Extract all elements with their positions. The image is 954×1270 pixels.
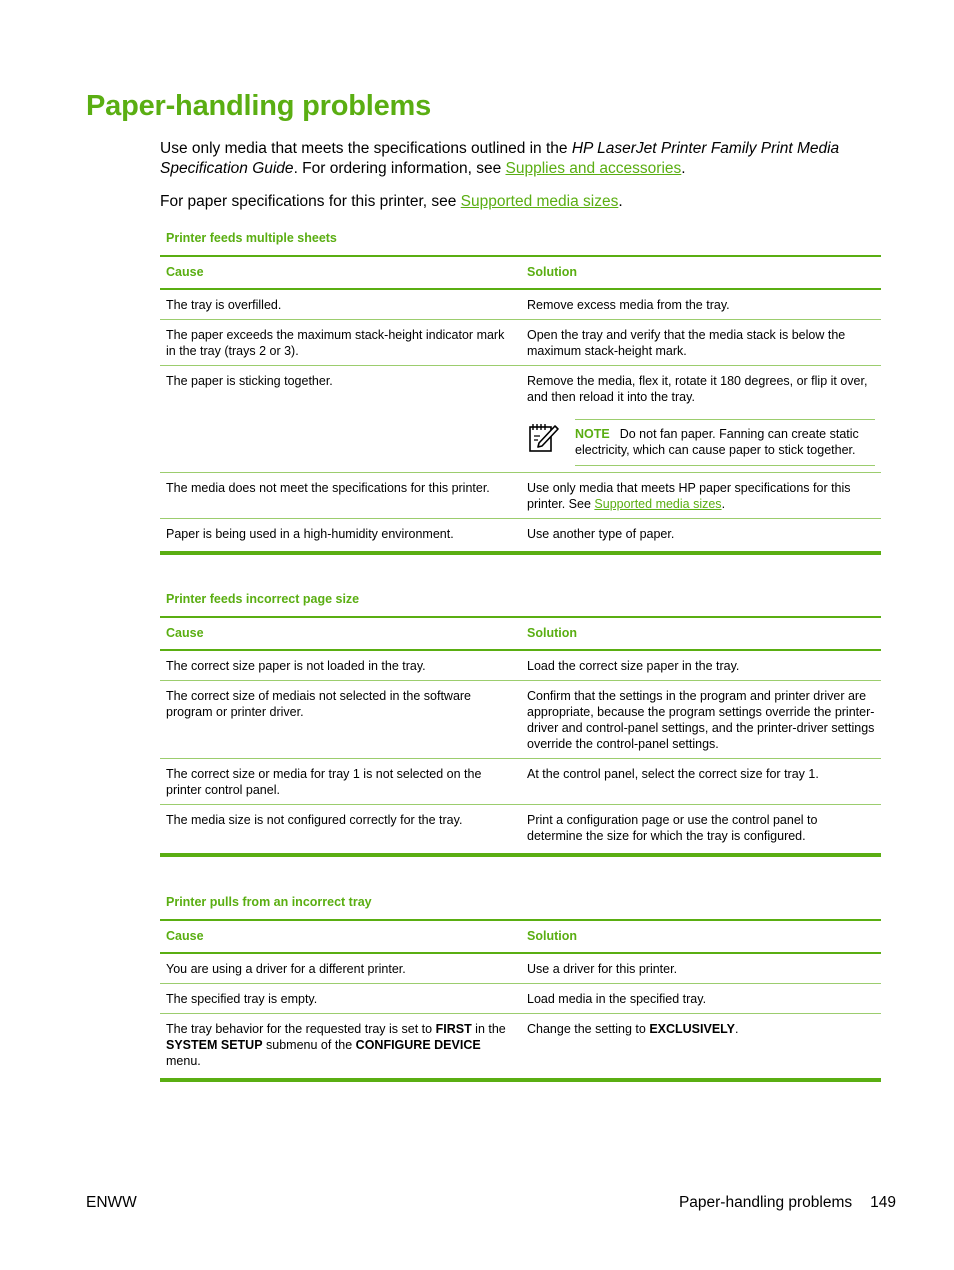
table-header-row <box>160 617 881 650</box>
table-row <box>160 473 881 519</box>
guide-title: HP LaserJet Printer Family Print Media Specification Guide <box>160 140 840 177</box>
cause-cell: The tray is overfilled. <box>160 289 521 320</box>
menu-value: EXCLUSIVELY <box>649 1022 735 1036</box>
table-row <box>160 953 881 984</box>
cause-cell: The correct size of mediais not selected in the software program or printer driver. <box>160 681 521 759</box>
solution-cell: Confirm that the settings in the program and printer driver are appropriate, because the program settings override the printer-driver and control-panel settings, and the printer-driver settings override the control-panel settings. <box>521 681 881 759</box>
menu-name: CONFIGURE DEVICE <box>355 1038 481 1052</box>
solution-cell: Remove excess media from the tray. <box>521 289 881 320</box>
section-title: Printer pulls from an incorrect tray <box>166 895 372 909</box>
note-box <box>527 419 875 466</box>
cause-cell: The specified tray is empty. <box>160 984 521 1014</box>
section-incorrect-page-size <box>160 591 881 857</box>
menu-value: FIRST <box>435 1022 472 1036</box>
section-multiple-sheets <box>160 230 881 555</box>
cause-header: Cause <box>160 256 521 289</box>
note-pencil-icon <box>527 419 575 466</box>
table-row <box>160 289 881 320</box>
note-label: NOTE <box>575 427 610 441</box>
table-row <box>160 1014 881 1081</box>
table-header-row <box>160 920 881 953</box>
solution-cell: Use only media that meets HP paper specifications for this printer. See Supported media sizes. <box>521 473 881 519</box>
note-text: Do not fan paper. Fanning can create static electricity, which can cause paper to stick together. <box>575 427 859 457</box>
cause-cell: The paper is sticking together. <box>160 366 521 473</box>
intro-paragraph-2: For paper specifications for this printer, see Supported media sizes. <box>160 193 623 210</box>
troubleshooting-table <box>160 919 881 1082</box>
solution-cell: Change the setting to EXCLUSIVELY. <box>527 1022 739 1036</box>
solution-header: Solution <box>521 617 881 650</box>
solution-text: Remove the media, flex it, rotate it 180 degrees, or flip it over, and then reload it into the tray. <box>527 374 868 404</box>
table-row <box>160 681 881 759</box>
solution-cell: Print a configuration page or use the control panel to determine the size for which the tray is configured. <box>527 813 818 843</box>
page-title: Paper-handling problems <box>86 90 432 122</box>
page-number: 149 <box>870 1194 896 1211</box>
cause-cell: Paper is being used in a high-humidity environment. <box>166 527 454 541</box>
menu-name: SYSTEM SETUP <box>166 1038 263 1052</box>
table-row <box>160 759 881 805</box>
table-row <box>160 519 881 554</box>
section-title: Printer feeds multiple sheets <box>166 231 337 245</box>
cause-cell: The media does not meet the specifications for this printer. <box>160 473 521 519</box>
solution-cell <box>521 366 881 473</box>
supported-media-link[interactable]: Supported media sizes <box>594 497 722 511</box>
table-row <box>160 984 881 1014</box>
table-row <box>160 805 881 856</box>
cause-cell: The paper exceeds the maximum stack-height indicator mark in the tray (trays 2 or 3). <box>160 320 521 366</box>
cause-cell: The tray behavior for the requested tray is set to FIRST in the SYSTEM SETUP submenu of the CONFIGURE DEVICE menu. <box>166 1022 506 1068</box>
solution-header: Solution <box>521 256 881 289</box>
note-body <box>575 419 875 466</box>
supported-media-link[interactable]: Supported media sizes <box>460 193 619 210</box>
cause-cell: The correct size paper is not loaded in the tray. <box>160 650 521 681</box>
footer-right <box>679 1193 896 1213</box>
troubleshooting-table <box>160 255 881 555</box>
cause-cell: The correct size or media for tray 1 is not selected on the printer control panel. <box>160 759 521 805</box>
section-title: Printer feeds incorrect page size <box>166 592 360 606</box>
cause-header: Cause <box>160 920 521 953</box>
cause-cell: You are using a driver for a different printer. <box>160 953 521 984</box>
solution-cell: Use a driver for this printer. <box>521 953 881 984</box>
table-row <box>160 366 881 473</box>
solution-cell: Load media in the specified tray. <box>521 984 881 1014</box>
cause-header: Cause <box>160 617 521 650</box>
troubleshooting-table <box>160 616 881 857</box>
section-incorrect-tray <box>160 894 881 1082</box>
table-row <box>160 320 881 366</box>
footer-left: ENWW <box>86 1194 137 1211</box>
supplies-link[interactable]: Supplies and accessories <box>505 160 682 177</box>
solution-header: Solution <box>521 920 881 953</box>
solution-cell: Use another type of paper. <box>527 527 675 541</box>
solution-cell: Load the correct size paper in the tray. <box>521 650 881 681</box>
solution-cell: At the control panel, select the correct size for tray 1. <box>521 759 881 805</box>
cause-cell: The media size is not configured correctly for the tray. <box>166 813 463 827</box>
table-row <box>160 650 881 681</box>
footer-section-title: Paper-handling problems <box>678 1194 853 1211</box>
table-header-row <box>160 256 881 289</box>
intro-paragraph-1: Use only media that meets the specifications outlined in the HP LaserJet Printer Family Print Media Specification Guide. For ordering information, see Supplies and accessories. <box>160 140 840 177</box>
solution-cell: Open the tray and verify that the media stack is below the maximum stack-height mark. <box>521 320 881 366</box>
